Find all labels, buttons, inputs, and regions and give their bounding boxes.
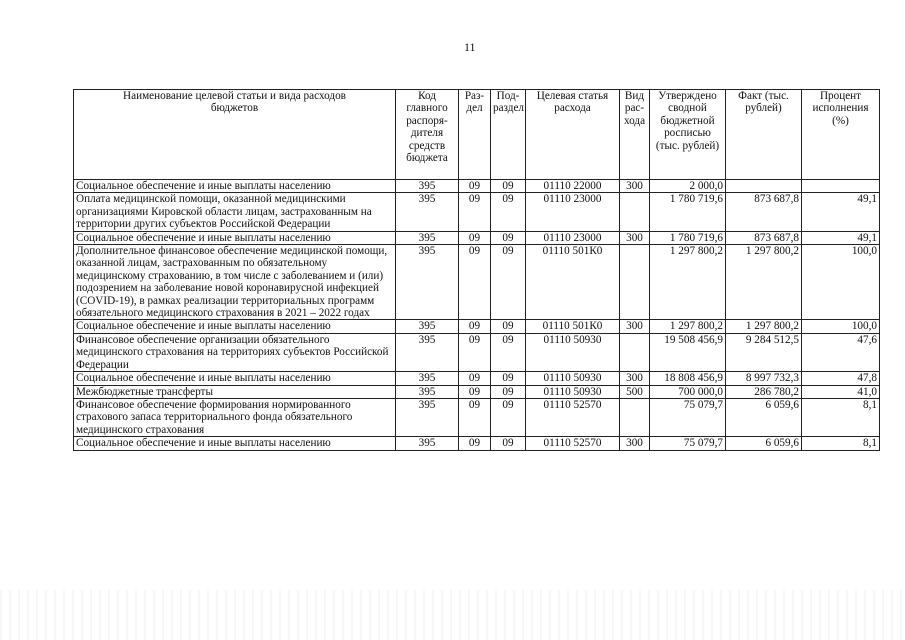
row-target-item: 01110 23000 [526, 231, 620, 244]
row-fact: 873 687,8 [726, 193, 802, 231]
row-subsection: 09 [491, 231, 526, 244]
row-name: Дополнительное финансовое обеспечение медицинской помощи, оказанной лицам, застрахованным по обязательному медицинскому страхованию, в том числе с заболеванием и (или) подозрением на заболевание новой коронавирусной инфекцией (COVID-19), в рамках реализации территориальных программ обязательного медицинского страхования в 2021 – 2022 годах [74, 245, 396, 320]
row-section: 09 [459, 180, 491, 193]
budget-table [73, 89, 880, 451]
table-row [74, 385, 880, 398]
table-row [74, 231, 880, 244]
row-section: 09 [459, 231, 491, 244]
row-name: Оплата медицинской помощи, оказанной медицинскими организациями Кировской области лицам, застрахованным на территории других субъектов Российской Федерации [74, 193, 396, 231]
row-section: 09 [459, 320, 491, 333]
header-row [74, 90, 880, 180]
row-section: 09 [459, 437, 491, 450]
row-subsection: 09 [491, 180, 526, 193]
table-row [74, 320, 880, 333]
row-percent: 47,8 [802, 372, 880, 385]
row-subsection: 09 [491, 193, 526, 231]
row-section: 09 [459, 193, 491, 231]
row-target-item: 01110 50930 [526, 385, 620, 398]
row-approved: 18 808 456,9 [650, 372, 726, 385]
row-percent: 49,1 [802, 193, 880, 231]
row-approved: 1 780 719,6 [650, 193, 726, 231]
table-row [74, 372, 880, 385]
row-subsection: 09 [491, 385, 526, 398]
row-approved: 1 297 800,2 [650, 320, 726, 333]
scan-noise [0, 590, 905, 640]
row-target-item: 01110 50930 [526, 372, 620, 385]
row-name: Финансовое обеспечение организации обязательного медицинского страхования на территориях субъектов Российской Федерации [74, 333, 396, 371]
header-expense-type: Вид рас-хода [620, 90, 650, 180]
row-subsection: 09 [491, 398, 526, 436]
row-percent: 100,0 [802, 320, 880, 333]
row-name: Финансовое обеспечение формирования нормированного страхового запаса территориального фонда обязательного медицинского страхования [74, 398, 396, 436]
row-fact [726, 180, 802, 193]
row-percent: 47,6 [802, 333, 880, 371]
row-name: Социальное обеспечение и иные выплаты населению [74, 372, 396, 385]
header-manager-code: Код главного распоря-дителя средств бюджета [396, 90, 459, 180]
row-fact: 6 059,6 [726, 437, 802, 450]
row-manager-code: 395 [396, 180, 459, 193]
row-subsection: 09 [491, 372, 526, 385]
row-expense-type: 300 [620, 231, 650, 244]
row-section: 09 [459, 398, 491, 436]
row-approved: 75 079,7 [650, 437, 726, 450]
table-row [74, 193, 880, 231]
row-subsection: 09 [491, 437, 526, 450]
row-target-item: 01110 501К0 [526, 320, 620, 333]
row-percent: 100,0 [802, 245, 880, 320]
row-name: Социальное обеспечение и иные выплаты населению [74, 180, 396, 193]
table-row [74, 180, 880, 193]
row-expense-type [620, 398, 650, 436]
row-subsection: 09 [491, 320, 526, 333]
header-target-item: Целевая статья расхода [526, 90, 620, 180]
row-subsection: 09 [491, 333, 526, 371]
row-manager-code: 395 [396, 333, 459, 371]
row-manager-code: 395 [396, 231, 459, 244]
header-fact: Факт (тыс. рублей) [726, 90, 802, 180]
row-fact: 9 284 512,5 [726, 333, 802, 371]
row-section: 09 [459, 333, 491, 371]
row-target-item: 01110 52570 [526, 398, 620, 436]
row-approved: 1 780 719,6 [650, 231, 726, 244]
row-fact: 6 059,6 [726, 398, 802, 436]
row-target-item: 01110 501К0 [526, 245, 620, 320]
row-fact: 1 297 800,2 [726, 320, 802, 333]
row-manager-code: 395 [396, 372, 459, 385]
header-approved: Утверждено сводной бюджетной росписью (тыс. рублей) [650, 90, 726, 180]
row-expense-type: 300 [620, 437, 650, 450]
row-section: 09 [459, 385, 491, 398]
table-row [74, 245, 880, 320]
row-fact: 8 997 732,3 [726, 372, 802, 385]
row-fact: 873 687,8 [726, 231, 802, 244]
table-row [74, 333, 880, 371]
row-subsection: 09 [491, 245, 526, 320]
header-percent: Процент исполнения (%) [802, 90, 880, 180]
row-percent [802, 180, 880, 193]
row-manager-code: 395 [396, 398, 459, 436]
row-target-item: 01110 50930 [526, 333, 620, 371]
row-expense-type [620, 193, 650, 231]
table-row [74, 398, 880, 436]
row-target-item: 01110 22000 [526, 180, 620, 193]
header-name: Наименование целевой статьи и вида расходов бюджетов [74, 90, 396, 180]
row-approved: 1 297 800,2 [650, 245, 726, 320]
row-manager-code: 395 [396, 193, 459, 231]
row-expense-type [620, 333, 650, 371]
row-percent: 41,0 [802, 385, 880, 398]
row-expense-type: 300 [620, 372, 650, 385]
row-name: Социальное обеспечение и иные выплаты населению [74, 320, 396, 333]
row-target-item: 01110 52570 [526, 437, 620, 450]
row-expense-type: 300 [620, 180, 650, 193]
row-fact: 286 780,2 [726, 385, 802, 398]
row-expense-type: 300 [620, 320, 650, 333]
row-percent: 8,1 [802, 437, 880, 450]
row-section: 09 [459, 245, 491, 320]
row-percent: 49,1 [802, 231, 880, 244]
row-name: Социальное обеспечение и иные выплаты населению [74, 231, 396, 244]
row-manager-code: 395 [396, 437, 459, 450]
table-row [74, 437, 880, 450]
row-manager-code: 395 [396, 320, 459, 333]
row-target-item: 01110 23000 [526, 193, 620, 231]
row-manager-code: 395 [396, 385, 459, 398]
header-subsection: Под-раздел [491, 90, 526, 180]
row-approved: 700 000,0 [650, 385, 726, 398]
page-number: 11 [464, 40, 476, 54]
row-expense-type [620, 245, 650, 320]
header-section: Раз-дел [459, 90, 491, 180]
row-manager-code: 395 [396, 245, 459, 320]
row-approved: 75 079,7 [650, 398, 726, 436]
row-fact: 1 297 800,2 [726, 245, 802, 320]
row-name: Социальное обеспечение и иные выплаты населению [74, 437, 396, 450]
row-section: 09 [459, 372, 491, 385]
row-percent: 8,1 [802, 398, 880, 436]
row-name: Межбюджетные трансферты [74, 385, 396, 398]
row-expense-type: 500 [620, 385, 650, 398]
row-approved: 19 508 456,9 [650, 333, 726, 371]
row-approved: 2 000,0 [650, 180, 726, 193]
